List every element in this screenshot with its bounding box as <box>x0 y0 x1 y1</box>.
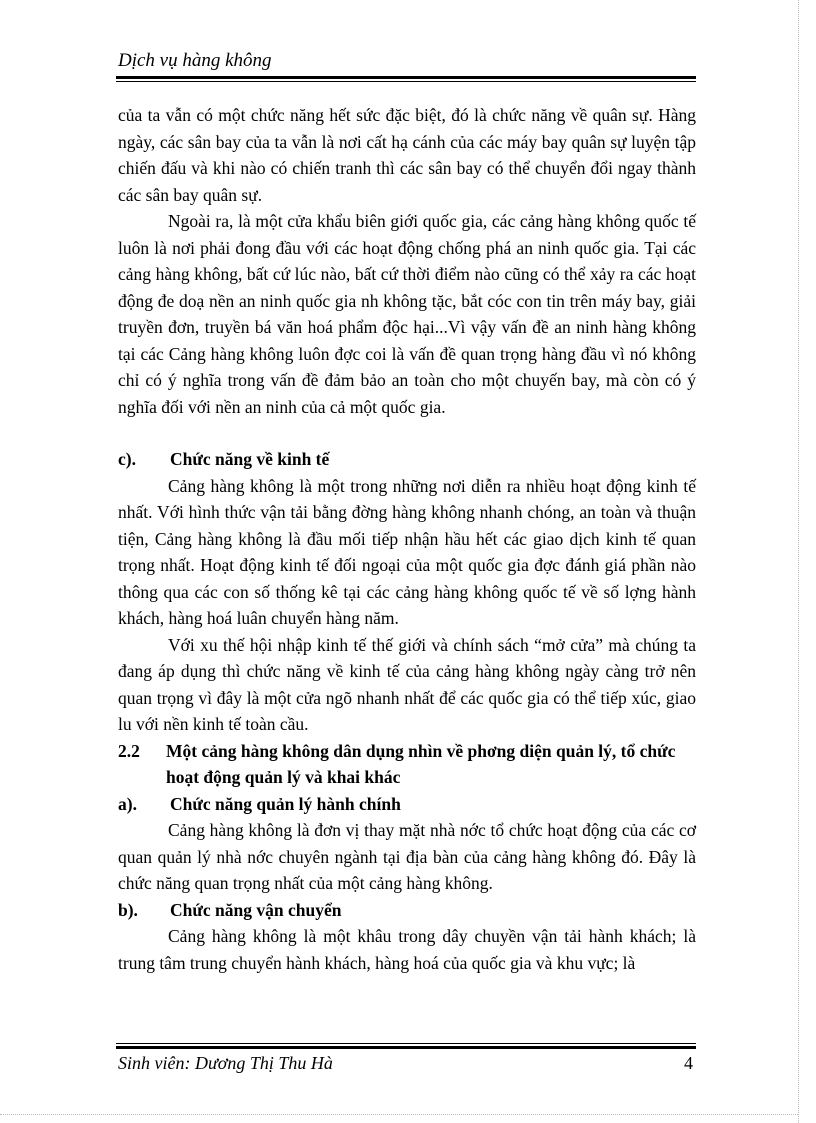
header-rule-thin <box>116 81 696 82</box>
heading-text: Chức năng về kinh tế <box>170 449 330 469</box>
footer-rule-thin <box>116 1043 696 1044</box>
page-number: 4 <box>684 1053 693 1073</box>
page-header-title: Dịch vụ hàng không <box>118 50 272 71</box>
paragraph-administration: Cảng hàng không là đơn vị thay mặt nhà nớc tổ chức hoạt động của các cơ quan quản lý nhà nớc chuyên ngành tại địa bàn của cảng hàng không đó. Đây là chức năng quan trọng nhất của một cảng hàng không. <box>118 820 696 893</box>
paragraph-economic-activity: Cảng hàng không là một trong những nơi diễn ra nhiều hoạt động kinh tế nhất. Với hình thức vận tải bằng đờng hàng không nhanh chóng, an toàn và thuận tiện, Cảng hàng không là đầu mối tiếp nhận hầu hết các giao dịch kinh tế quan trọng nhất. Hoạt động kinh tế đối ngoại của một quốc gia đợc đánh giá phần nào thông qua các con số thống kê tại các cảng hàng không quốc tế về số lợng hành khách, hàng hoá luân chuyển hàng năm. <box>118 475 696 628</box>
page-edge-right <box>798 0 799 1123</box>
page-content <box>118 102 696 976</box>
heading-economic-function <box>118 446 696 473</box>
footer-rule-thick <box>116 1046 696 1049</box>
paragraph-security: Ngoài ra, là một cửa khẩu biên giới quốc gia, các cảng hàng không quốc tế luôn là nơi phải đong đầu với các hoạt động chống phá an ninh quốc gia. Tại các cảng hàng không, bất cứ lúc nào, bất cứ thời điểm nào cũng có thể xảy ra các hoạt động đe doạ nền an ninh quốc gia nh không tặc, bắt cóc con tin trên máy bay, giải truyền đơn, truyền bá văn hoá phẩm độc hại...Vì vậy vấn đề an ninh hàng không tại các Cảng hàng không luôn đợc coi là vấn đề quan trọng hàng đầu vì nó không chỉ có ý nghĩa trong vấn đề đảm bảo an toàn cho một chuyến bay, mà còn có ý nghĩa đối với nền an ninh của cả một quốc gia. <box>118 211 696 417</box>
heading-label: c). <box>118 449 136 469</box>
header-rule-thick <box>116 76 696 79</box>
page-edge-bottom <box>0 1114 798 1115</box>
heading-label: b). <box>118 899 138 920</box>
paragraph-transport: Cảng hàng không là một khâu trong dây chuyền vận tải hành khách; là trung tâm trung chuyển hành khách, hàng hoá của quốc gia và khu vực; là <box>118 926 696 973</box>
paragraph-integration: Với xu thế hội nhập kinh tế thế giới và chính sách “mở cửa” mà chúng ta đang áp dụng thì chức năng về kinh tế của cảng hàng không ngày càng trở nên quan trọng vì đây là một cửa ngõ nhanh nhất để các quốc gia có thể tiếp xúc, giao lu với nền kinh tế toàn cầu. <box>118 634 696 734</box>
heading-text: Một cảng hàng không dân dụng nhìn về phơng diện quản lý, tổ chức hoạt động quản lý và khai khác <box>166 740 676 787</box>
heading-text: Chức năng vận chuyển <box>170 899 342 920</box>
heading-text: Chức năng quản lý hành chính <box>170 793 401 814</box>
section-gap <box>118 420 696 446</box>
footer-student-name: Sinh viên: Dương Thị Thu Hà <box>118 1053 333 1073</box>
heading-label: 2.2 <box>118 740 140 761</box>
heading-administrative-function <box>118 791 696 818</box>
paragraph-military-function: của ta vẫn có một chức năng hết sức đặc biệt, đó là chức năng về quân sự. Hàng ngày, các sân bay của ta vẫn là nơi cất hạ cánh của các máy bay quân sự luyện tập chiến đấu và khi nào có chiến tranh thì các sân bay có thể chuyển đổi ngay thành các sân bay quân sự. <box>118 105 696 205</box>
heading-section-2-2 <box>118 738 696 791</box>
heading-transport-function <box>118 897 696 924</box>
heading-label: a). <box>118 793 137 814</box>
